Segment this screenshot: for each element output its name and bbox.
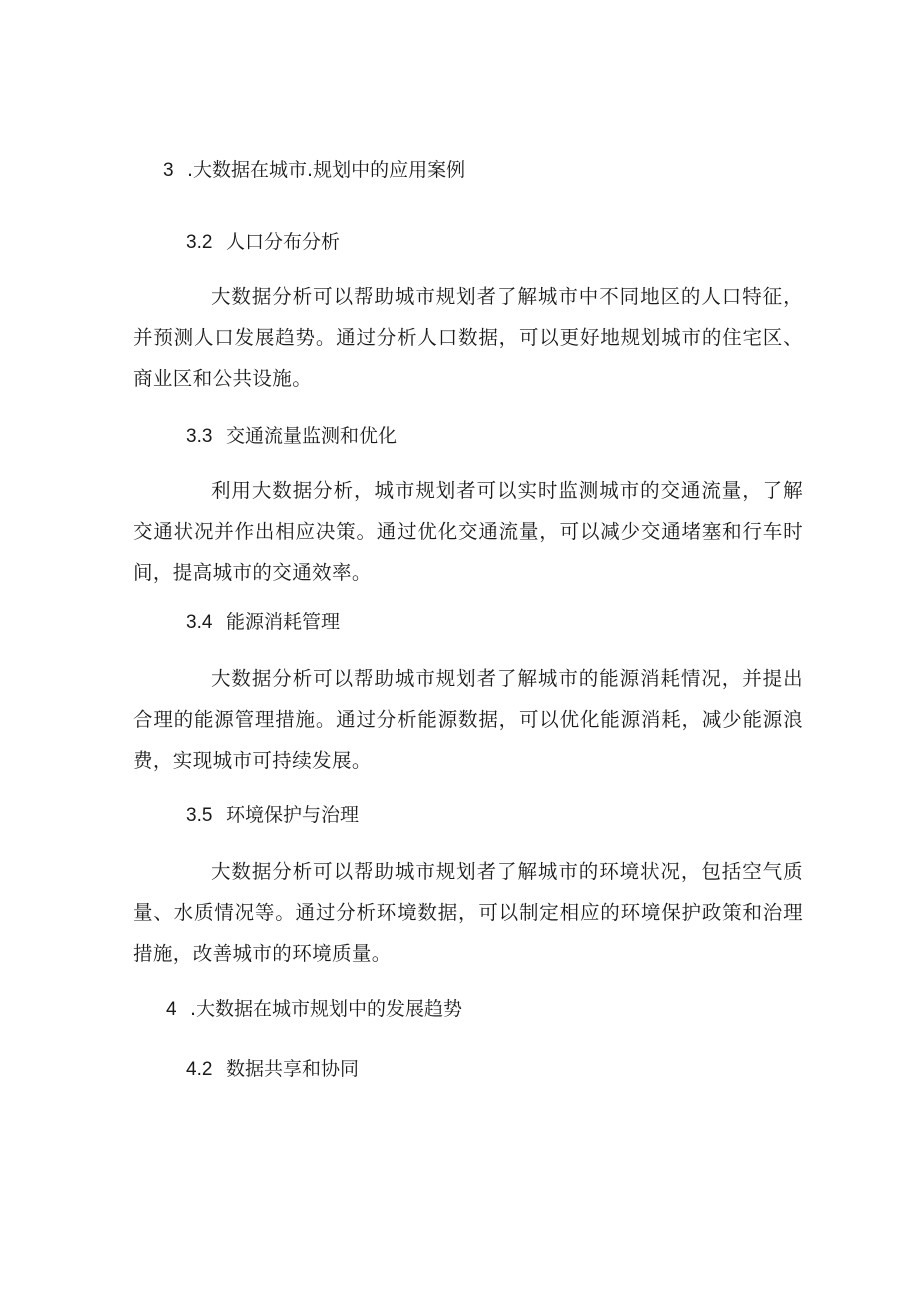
section-heading-4-2 bbox=[186, 1057, 359, 1082]
section-number: 3.2 bbox=[186, 232, 213, 253]
section-title: 人口分布分析 bbox=[226, 231, 341, 253]
section-title: .大数据在城市.规划中的应用案例 bbox=[187, 159, 466, 181]
paragraph-traffic: 利用大数据分析，城市规划者可以实时监测城市的交通流量，了解交通状况并作出相应决策。通过优化交通流量，可以减少交通堵塞和行车时间，提高城市的交通效率。 bbox=[133, 479, 803, 584]
section-number: 4 bbox=[166, 999, 177, 1020]
paragraph-energy: 大数据分析可以帮助城市规划者了解城市的能源消耗情况，并提出合理的能源管理措施。通过分析能源数据，可以优化能源消耗，减少能源浪费，实现城市可持续发展。 bbox=[133, 667, 803, 772]
section-heading-3-4 bbox=[186, 610, 340, 635]
section-title: 能源消耗管理 bbox=[226, 611, 341, 633]
section-number: 3.3 bbox=[186, 426, 213, 447]
section-heading-3 bbox=[163, 158, 465, 183]
section-number: 3 bbox=[163, 160, 174, 181]
section-title: 环境保护与治理 bbox=[226, 804, 360, 826]
section-heading-3-3 bbox=[186, 424, 397, 449]
paragraph-population: 大数据分析可以帮助城市规划者了解城市中不同地区的人口特征，并预测人口发展趋势。通过分析人口数据，可以更好地规划城市的住宅区、商业区和公共设施。 bbox=[133, 285, 803, 390]
paragraph-environment: 大数据分析可以帮助城市规划者了解城市的环境状况，包括空气质量、水质情况等。通过分析环境数据，可以制定相应的环境保护政策和治理措施，改善城市的环境质量。 bbox=[133, 860, 803, 965]
section-number: 3.5 bbox=[186, 805, 213, 826]
section-title: .大数据在城市规划中的发展趋势 bbox=[190, 998, 463, 1020]
section-number: 3.4 bbox=[186, 612, 213, 633]
section-heading-3-5 bbox=[186, 803, 359, 828]
section-heading-4 bbox=[166, 997, 462, 1022]
section-title: 交通流量监测和优化 bbox=[226, 425, 398, 447]
section-title: 数据共享和协同 bbox=[226, 1058, 360, 1080]
section-heading-3-2 bbox=[186, 230, 340, 255]
section-number: 4.2 bbox=[186, 1059, 213, 1080]
